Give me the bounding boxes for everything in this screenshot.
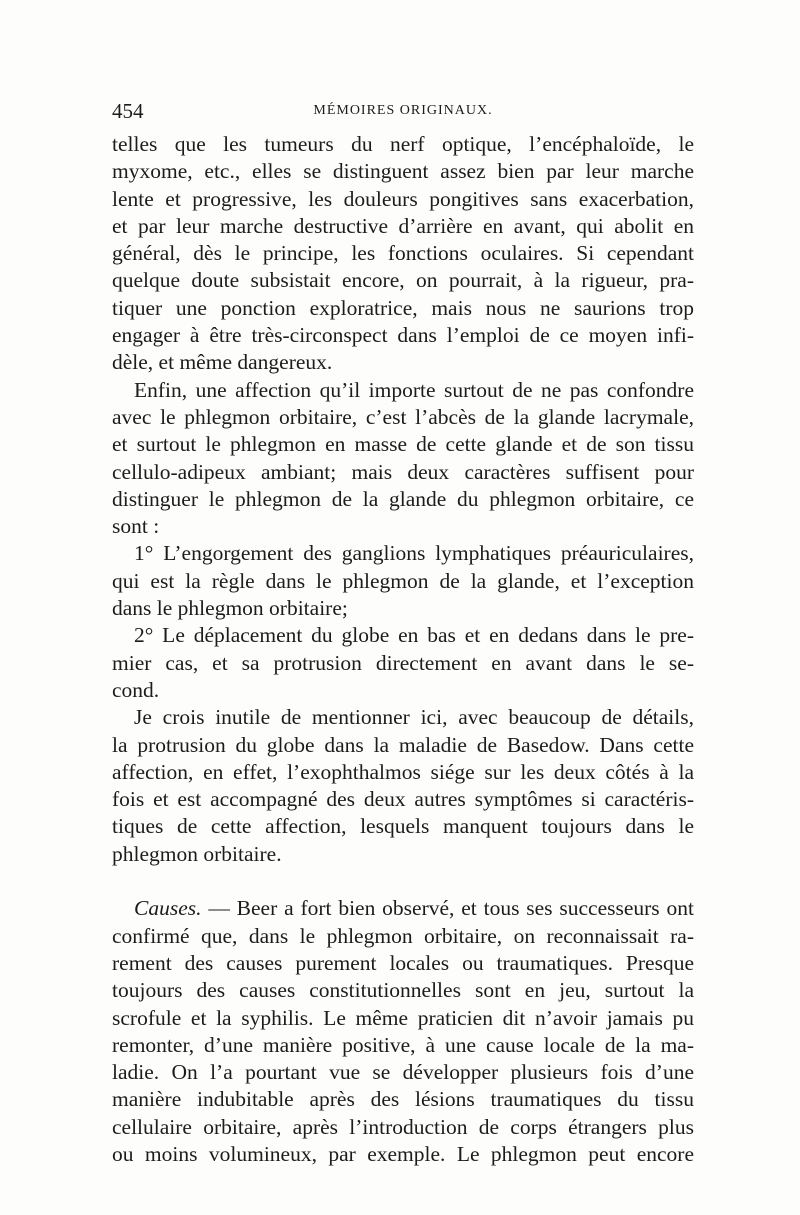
- text-line: myxome, etc., elles se distinguent assez bien par leur marche: [112, 159, 694, 184]
- page-number: 454: [112, 99, 144, 123]
- paragraph-gap: [112, 868, 694, 895]
- causes-first-line-text: — Beer a fort bien observé, et tous ses successeurs ont: [201, 896, 694, 921]
- text-line: quelque doute subsistait encore, on pourrait, à la rigueur, pra-: [112, 268, 694, 293]
- text-line: ou moins volumineux, par exemple. Le phlegmon peut encore: [112, 1141, 694, 1166]
- running-title: MÉMOIRES ORIGINAUX.: [313, 103, 493, 118]
- text-line: mier cas, et sa protrusion directement en avant dans le se-: [112, 650, 694, 675]
- text-line: cond.: [112, 677, 160, 702]
- text-line: toujours des causes constitutionnelles sont en jeu, surtout la: [112, 978, 694, 1003]
- text-line: sont :: [112, 514, 160, 539]
- text-line: ladie. On l’a pourtant vue se développer plusieurs fois d’une: [112, 1060, 694, 1085]
- body-text: [112, 131, 694, 1168]
- text-line: tiques de cette affection, lesquels manquent toujours dans le: [112, 814, 694, 839]
- text-line: général, dès le principe, les fonctions oculaires. Si cependant: [112, 241, 694, 266]
- text-line: Je crois inutile de mentionner ici, avec beaucoup de détails,: [134, 705, 694, 730]
- text-line: affection, en effet, l’exophthalmos siége sur les deux côtés à la: [112, 759, 694, 784]
- text-line: manière indubitable après des lésions traumatiques du tissu: [112, 1087, 694, 1112]
- text-line: distinguer le phlegmon de la glande du phlegmon orbitaire, ce: [112, 486, 694, 511]
- running-head: [112, 96, 694, 126]
- text-line: tiquer une ponction exploratrice, mais nous ne saurions trop: [112, 295, 694, 320]
- text-line: rement des causes purement locales ou traumatiques. Presque: [112, 950, 694, 975]
- text-line: telles que les tumeurs du nerf optique, l’encéphaloïde, le: [112, 132, 694, 156]
- text-line: cellulaire orbitaire, après l’introduction de corps étrangers plus: [112, 1114, 694, 1139]
- text-line: fois et est accompagné des deux autres symptômes si caractéris-: [112, 787, 694, 812]
- text-line: dans le phlegmon orbitaire;: [112, 596, 348, 621]
- text-line: dèle, et même dangereux.: [112, 350, 333, 375]
- text-line: la protrusion du globe dans la maladie de Basedow. Dans cette: [112, 732, 694, 757]
- causes-first-line: [112, 895, 694, 922]
- text-line: et surtout le phlegmon en masse de cette glande et de son tissu: [112, 432, 694, 457]
- text-line: cellulo-adipeux ambiant; mais deux caractères suffisent pour: [112, 459, 694, 484]
- text-line: remonter, d’une manière positive, à une cause locale de la ma-: [112, 1032, 694, 1057]
- text-line: Enfin, une affection qu’il importe surtout de ne pas confondre: [134, 377, 694, 402]
- text-line: et par leur marche destructive d’arrière en avant, qui abolit en: [112, 213, 694, 238]
- text-line: lente et progressive, les douleurs pongitives sans exacerbation,: [112, 186, 694, 211]
- text-line: engager à être très-circonspect dans l’emploi de ce moyen infi-: [112, 323, 694, 348]
- text-line: confirmé que, dans le phlegmon orbitaire, on reconnaissait ra-: [112, 923, 694, 948]
- text-line: phlegmon orbitaire.: [112, 841, 282, 866]
- text-line: avec le phlegmon orbitaire, c’est l’abcès de la glande lacrymale,: [112, 404, 694, 429]
- text-line: qui est la règle dans le phlegmon de la glande, et l’exception: [112, 568, 694, 593]
- text-line: scrofule et la syphilis. Le même praticien dit n’avoir jamais pu: [112, 1005, 694, 1030]
- text-line: 1° L’engorgement des ganglions lymphatiques préauriculaires,: [134, 541, 694, 566]
- section-heading-causes: Causes.: [134, 896, 202, 921]
- text-line: 2° Le déplacement du globe en bas et en dedans dans le pre-: [134, 623, 694, 648]
